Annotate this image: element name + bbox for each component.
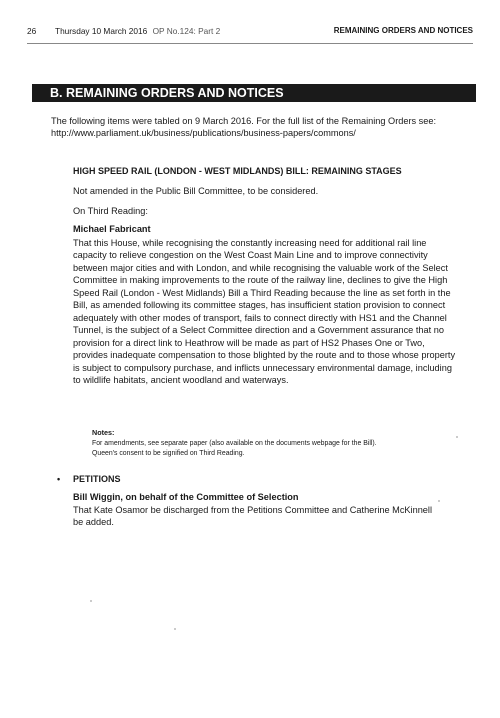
section-banner: B. REMAINING ORDERS AND NOTICES: [32, 84, 476, 102]
notes-heading: Notes:: [92, 428, 115, 437]
petitions-bullet: •: [57, 474, 61, 484]
petitions-title: PETITIONS: [73, 474, 121, 484]
scan-speck: [90, 600, 92, 602]
scan-speck: [456, 436, 458, 438]
note-item: For amendments, see separate paper (also available on the documents webpage for the Bill).: [92, 440, 377, 447]
header-date-line: [55, 26, 220, 36]
petitions-text: That Kate Osamor be discharged from the Petitions Committee and Catherine McKinnell be added.: [73, 505, 432, 528]
header-rule: [27, 43, 473, 44]
amendment-member: Michael Fabricant: [73, 224, 151, 234]
note-item: Queen's consent to be signified on Third Reading.: [92, 449, 245, 457]
header-date: Thursday 10 March 2016: [55, 26, 148, 36]
notes-list: [92, 439, 462, 458]
header-op-ref: OP No.124: Part 2: [152, 26, 221, 36]
amendment-text: That this House, while recognising the constantly increasing need for additional rail line capacity to relieve congestion on the West Coast Main Line and to improve connectivity between major cities and with London, and while recognising the valuable work of the Select Committee in making improvements to the route of the railway line, declines to give the High Speed Rail (London - West Midlands) Bill a Third Reading because the line as set forth in the Bill, as amended following its committee stages, has insufficient station provision to connect adequately with other modes of transport, fails to connect directly with HS1 and the Channel Tunnel, is the subject of a Select Committee direction and a Government assurance that no provision for a direct link to Heathrow will be made as part of HS2 Phases One or Two, provides inadequate compensation to those blighted by the route and to those whose property is subject to compulsory purchase, and inflicts unnecessary environmental damage, including to wildlife habitats, ancient woodland and waterways.: [73, 238, 456, 385]
intro-paragraph: [51, 115, 451, 140]
page-number: 26: [27, 26, 37, 36]
bill-stage: On Third Reading:: [73, 206, 148, 216]
intro-text: The following items were tabled on 9 March 2016. For the full list of the Remaining Orders see:: [51, 116, 437, 126]
petitions-member: Bill Wiggin, on behalf of the Committee of Selection: [73, 492, 299, 502]
intro-url: http://www.parliament.uk/business/publications/business-papers/commons/: [51, 128, 356, 139]
scan-speck: [174, 628, 176, 630]
page-header: [27, 26, 473, 40]
bill-title: HIGH SPEED RAIL (LONDON - WEST MIDLANDS) BILL: REMAINING STAGES: [73, 166, 402, 176]
running-title: REMAINING ORDERS AND NOTICES: [333, 26, 473, 35]
bill-status: Not amended in the Public Bill Committee, to be considered.: [73, 186, 319, 196]
scan-speck: [438, 500, 440, 502]
